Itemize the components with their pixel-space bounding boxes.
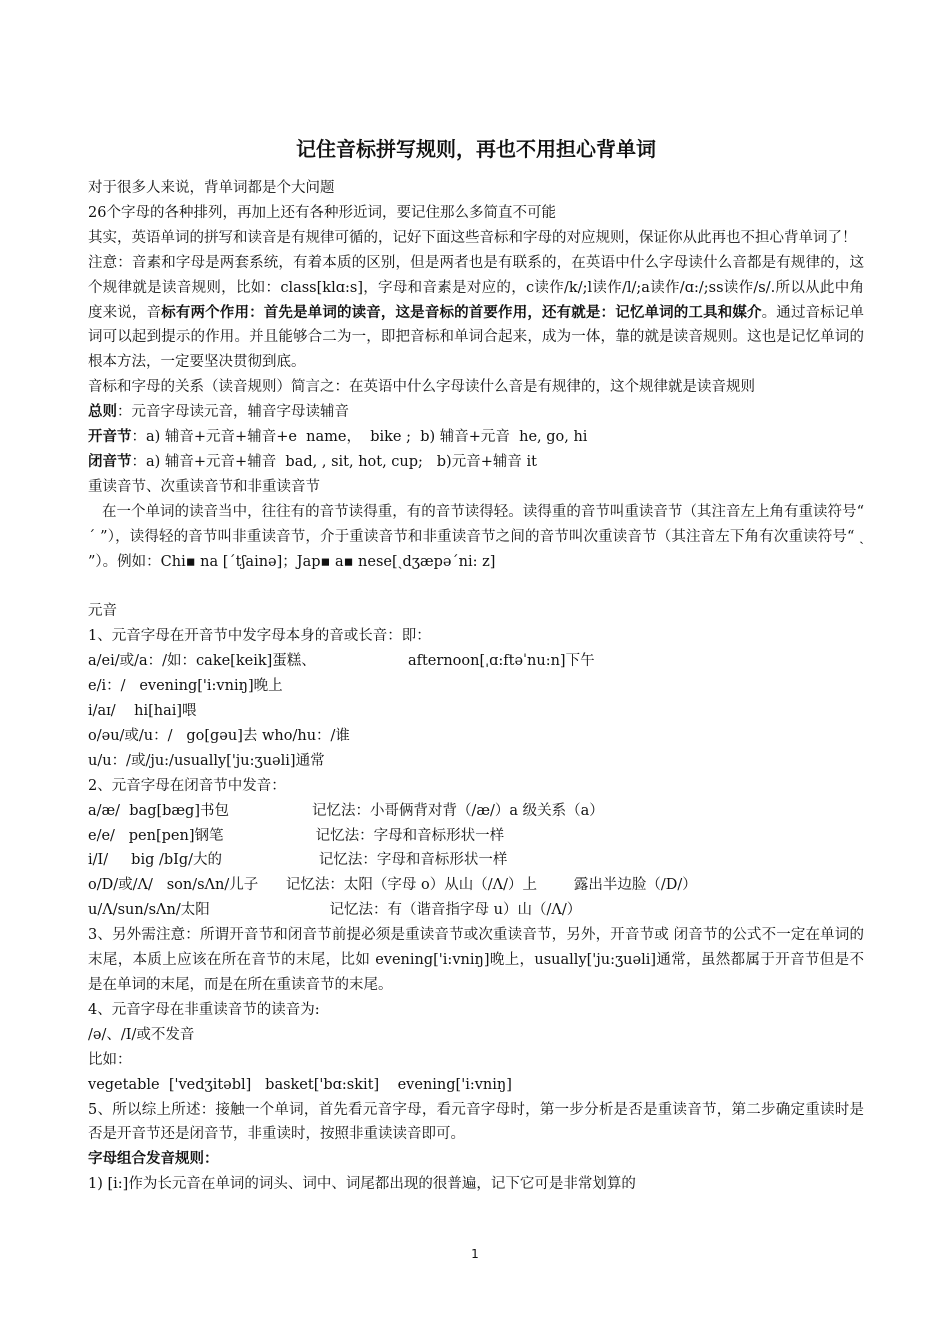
note-paragraph	[88, 251, 864, 376]
open-syllable-text: ：a) 辅音+元音+辅音+e name， bike ; b) 辅音+元音 he, go, hi	[131, 429, 588, 446]
vowel-rule-2-heading: 2、元音字母在闭音节中发音：	[88, 777, 286, 794]
combo-rule-1: 1) [i:]作为长元音在单词的词头、词中、词尾都出现的很普遍，记下它可是非常划算的	[88, 1176, 636, 1193]
document-page	[88, 134, 864, 1197]
vowel-rule-1-line: e/i：/ evening['i:vniŋ]晚上	[88, 678, 283, 695]
intro-line-2: 26个字母的各种排列，再加上还有各种形近词，要记住那么多简直不可能	[88, 204, 556, 221]
page-number: 1	[471, 1247, 479, 1261]
stress-paragraph: 在一个单词的读音当中，往往有的音节读得重，有的音节读得轻。读得重的音节叫重读音节（其注音左上角有重读符号“ ˊ ”），读得轻的音节叫非重读音节，介于重读音节和非重读音节之间的音节叫次重读音节（其注音左下角有次重读符号“ ˏ ”）。例如：Chi▪ na [ˊtʃainə]；Jap▪ a▪ nese[ˏdʒæpəˊni: z]	[88, 503, 864, 570]
vowel-rule-2-line: o/D/或/Λ/ son/sΛn/儿子 记忆法：太阳（字母 o）从山（/Λ/）上 露出半边脸（/D/）	[88, 877, 697, 894]
note-text-c: 。通过音标记单词可以起到提示的作用。并且能够合二为一，即把音标和单词合起来，成为一体，靠的就是读音规则。这也是记忆单词的根本方法，一定要坚决贯彻到底。	[88, 304, 865, 371]
intro-line-1: 对于很多人来说，背单词都是个大问题	[88, 180, 335, 196]
combo-heading	[88, 1147, 864, 1172]
vowel-rule-4-examples: vegetable ['vedʒitəbl] basket['bɑ:skit] evening['i:vniŋ]	[88, 1076, 512, 1093]
vowel-rule-1-heading: 1、元音字母在开音节中发字母本身的音或长音：即：	[88, 628, 431, 645]
note-text-a: 注意：音素和字母是两套系统，有着本质的区别，但是两者也是有联系的，在英语中什么字母读什么音都是有规律的，这个规律就是读音规则，比如：class[klɑ:s]，字母和音素是对应的，c读作/k/;l读作/l/;a读作/ɑ:/;ss读作/s/.所以从此中角度来说，音	[88, 254, 864, 321]
vowel-rule-5: 5、所以综上所述：接触一个单词，首先看元音字母，看元音字母时，第一步分析是否是重读音节，第二步确定重读时是否是开音节还是闭音节，非重读时，按照非重读读音即可。	[88, 1101, 864, 1143]
closed-syllable-label: 闭音节	[88, 452, 132, 470]
open-syllable-rule	[88, 425, 864, 450]
intro-line-3: 其实，英语单词的拼写和读音是有规律可循的，记好下面这些音标和字母的对应规则，保证你从此再也不担心背单词了！	[88, 229, 857, 246]
relation-paragraph: 音标和字母的关系（读音规则）简言之：在英语中什么字母读什么音是有规律的，这个规律就是读音规则	[88, 379, 755, 396]
vowel-rule-4-example-label: 比如：	[88, 1051, 132, 1068]
vowel-rule-1-line: a/ei/或/a：/如：cake[keik]蛋糕、 afternoon[ˌɑ:ftəˈnu:n]下午	[88, 653, 595, 670]
vowel-rule-3: 3、另外需注意：所谓开音节和闭音节前提必须是重读音节或次重读音节，另外，开音节或 闭音节的公式不一定在单词的末尾，本质上应该在所在音节的末尾，比如 evening['i:vniŋ]晚上，usually['ju:ʒuəli]通常，虽然都属于开音节但是不是在单词的末尾，而是在所在重读音节的末尾。	[88, 927, 864, 993]
combo-heading-text: 字母组合发音规则：	[88, 1150, 219, 1168]
vowel-rule-2-line: a/æ/ bag[bæg]书包 记忆法：小哥俩背对背（/æ/）a 级关系（a）	[88, 802, 604, 819]
rule-general-label: 总则	[88, 403, 117, 421]
vowel-rule-4-sounds: /ə/、/I/或不发音	[88, 1026, 195, 1043]
open-syllable-label: 开音节	[88, 428, 132, 446]
vowel-rule-2-line: e/e/ pen[pen]钢笔 记忆法：字母和音标形状一样	[88, 827, 505, 844]
closed-syllable-rule	[88, 450, 864, 475]
vowel-rule-2-line: u/Λ/sun/sΛn/太阳 记忆法：有（谐音指字母 u）山（/Λ/）	[88, 902, 582, 919]
vowel-rule-1-line: i/aɪ/ hi[hai]喂	[88, 703, 197, 720]
rule-general	[88, 400, 864, 425]
page-title: 记住音标拼写规则，再也不用担心背单词	[296, 137, 656, 161]
note-text-bold: 标有两个作用：首先是单词的读音，这是音标的首要作用，还有就是：记忆单词的工具和媒介	[161, 303, 762, 321]
vowel-heading: 元音	[88, 603, 117, 620]
rule-general-text: ：元音字母读元音，辅音字母读辅音	[117, 404, 349, 421]
vowel-rule-1-line: u/u：/或/ju:/usually['ju:ʒuəli]通常	[88, 752, 325, 769]
stress-heading: 重读音节、次重读音节和非重读音节	[88, 478, 320, 495]
vowel-rule-1-line: o/əu/或/u：/ go[gəu]去 who/hu：/谁	[88, 727, 350, 744]
blank-line	[88, 575, 864, 600]
vowel-rule-4-heading: 4、元音字母在非重读音节的读音为:	[88, 1001, 320, 1018]
vowel-rule-2-line: i/I/ big /bIg/大的 记忆法：字母和音标形状一样	[88, 852, 508, 869]
closed-syllable-text: ：a) 辅音+元音+辅音 bad, , sit, hot, cup; b)元音+辅音 it	[131, 453, 537, 470]
